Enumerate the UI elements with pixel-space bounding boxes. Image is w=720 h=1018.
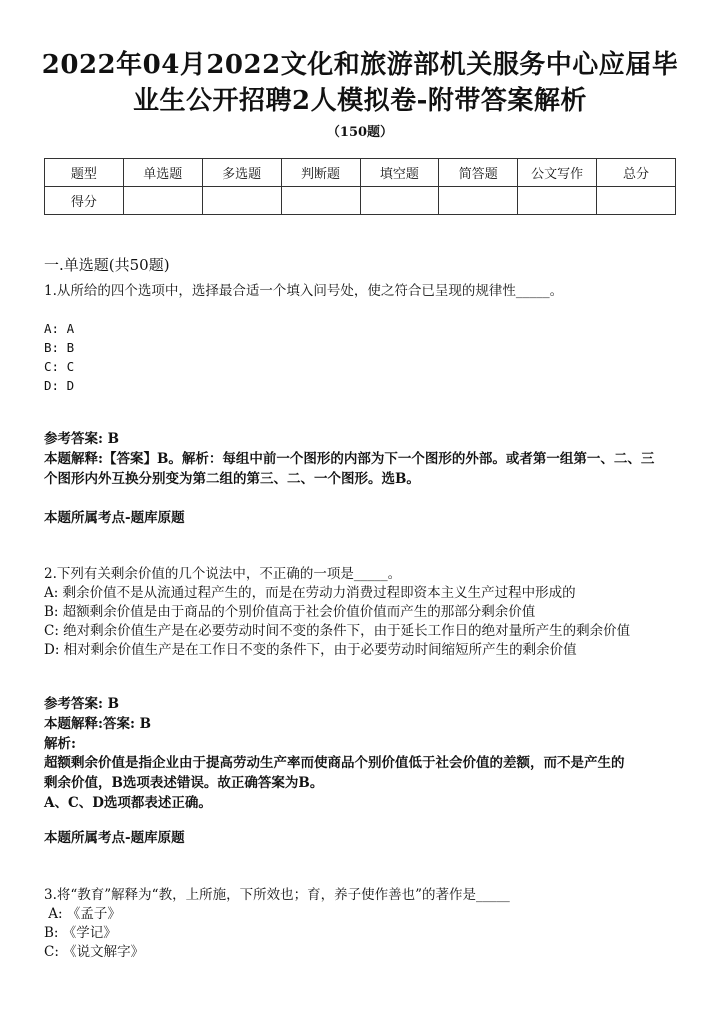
page-title-line2: 业生公开招聘2人模拟卷-附带答案解析 [133, 86, 587, 116]
q2-answer: 参考答案: B [44, 696, 120, 712]
score-cell [360, 187, 439, 215]
q1-option-d: D: D [44, 378, 75, 393]
q2-explanation-line3: A、C、D选项都表述正确。 [44, 795, 212, 811]
q1-option-c: C: C [44, 359, 75, 374]
q1-answer: 参考答案: B [44, 431, 120, 447]
score-cell [123, 187, 202, 215]
q2-option-d: D: 相对剩余价值生产是在工作日不变的条件下，由于必要劳动时间缩短所产生的剩余价值 [44, 642, 577, 658]
score-table [44, 158, 676, 215]
question-3-stem: 3.将“教育”解释为“教，上所施，下所效也；育，养子使作善也”的著作是_____ [44, 887, 510, 903]
score-header-cell: 总分 [597, 159, 676, 187]
score-header-cell: 填空题 [360, 159, 439, 187]
q3-option-b: B: 《学记》 [44, 925, 117, 941]
score-header-cell: 多选题 [202, 159, 281, 187]
score-header-cell: 公文写作 [518, 159, 597, 187]
question-1-stem: 1.从所给的四个选项中，选择最合适一个填入问号处，使之符合已呈现的规律性_____。 [44, 283, 564, 299]
q1-option-a: A: A [44, 321, 75, 336]
score-cell [202, 187, 281, 215]
q2-explanation-line2: 剩余价值，B选项表述错误。故正确答案为B。 [44, 775, 324, 791]
question-2-stem: 2.下列有关剩余价值的几个说法中，不正确的一项是_____。 [44, 566, 402, 582]
score-cell [439, 187, 518, 215]
score-header-cell: 简答题 [439, 159, 518, 187]
q2-option-a: A: 剩余价值不是从流通过程产生的，而是在劳动力消费过程即资本主义生产过程中形成的 [44, 585, 576, 601]
score-header-cell: 判断题 [281, 159, 360, 187]
question-count: （150题） [326, 125, 394, 140]
q2-explanation-label: 解析: [44, 736, 76, 752]
score-row-label: 得分 [45, 187, 124, 215]
score-header-cell: 题型 [45, 159, 124, 187]
q2-option-b: B: 超额剩余价值是由于商品的个别价值高于社会价值价值而产生的那部分剩余价值 [44, 604, 536, 620]
q2-explanation-head: 本题解释:答案: B [44, 716, 152, 732]
score-cell [518, 187, 597, 215]
score-table-score-row [45, 187, 676, 215]
q1-option-b: B: B [44, 340, 75, 355]
page-title-line1: 2022年04月2022文化和旅游部机关服务中心应届毕 [41, 50, 679, 80]
q3-option-c: C: 《说文解字》 [44, 944, 145, 960]
section-title: 一.单选题(共50题) [44, 256, 170, 274]
q2-source: 本题所属考点-题库原题 [44, 830, 185, 846]
score-header-cell: 单选题 [123, 159, 202, 187]
q2-explanation-line1: 超额剩余价值是指企业由于提高劳动生产率而使商品个别价值低于社会价值的差额，而不是产生的 [44, 755, 625, 771]
q3-option-a: A: 《孟子》 [44, 906, 121, 922]
q1-source: 本题所属考点-题库原题 [44, 510, 185, 526]
q2-option-c: C: 绝对剩余价值生产是在必要劳动时间不变的条件下，由于延长工作日的绝对量所产生的剩余价值 [44, 623, 631, 639]
score-cell [597, 187, 676, 215]
q1-explanation-line1: 本题解释:【答案】B。解析：每组中前一个图形的内部为下一个图形的外部。或者第一组第一、二、三 [44, 451, 655, 467]
q1-explanation-line2: 个图形内外互换分别变为第二组的第三、二、一个图形。选B。 [44, 471, 420, 487]
score-table-header-row [45, 159, 676, 187]
score-cell [281, 187, 360, 215]
